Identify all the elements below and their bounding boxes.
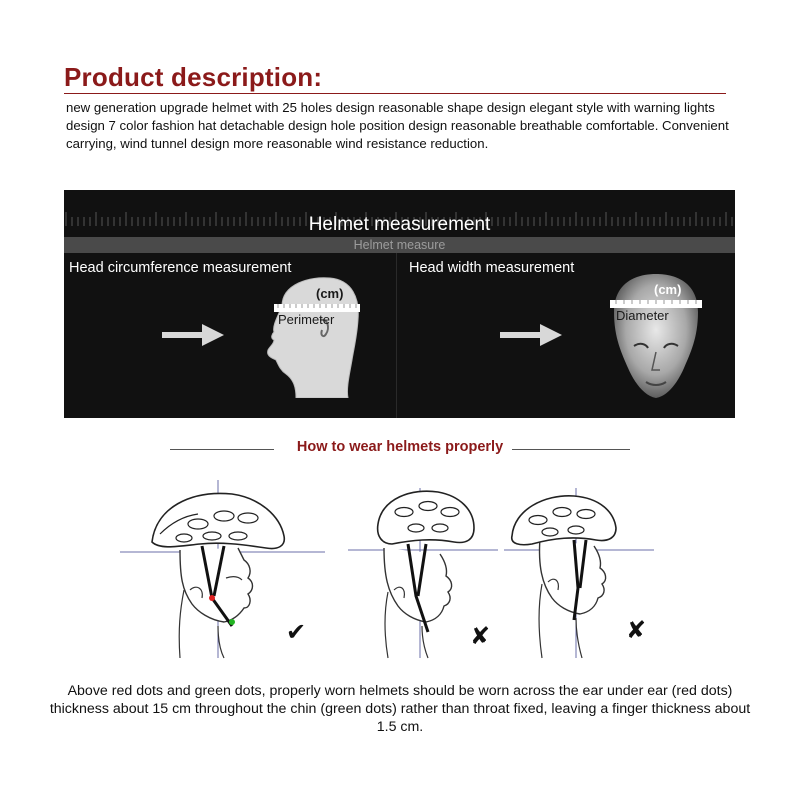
red-dot-icon [209,595,215,601]
diameter-label: Diameter [616,308,669,323]
wear-section-title: How to wear helmets properly [296,439,504,455]
measurement-title: Helmet measurement [308,214,491,235]
width-unit: (cm) [654,282,682,297]
circumference-label: Head circumference measurement [69,260,292,276]
green-dot-icon [229,619,235,625]
incorrect-cross-icon: ✘ [470,623,491,650]
incorrect-cross-icon: ✘ [626,617,647,644]
circumference-unit: (cm) [316,286,344,301]
arrow-right-icon [500,322,562,348]
product-description: new generation upgrade helmet with 25 holes design reasonable shape design elegant style with warning lights design 7 color fashion hat detachable design hole position design reasonable breathable comfortable. Convenient carrying, wind tunnel design more reasonable wind resistance reduction. [66,100,729,151]
wearing-instructions: Above red dots and green dots, properly worn helmets should be worn across the ear under ear (red dots) thickness about 15 cm throughout the chin (green dots) rather than throat fixed, leaving a finger thickness about 1.5 cm. [49,683,751,735]
correct-check-icon: ✔ [286,619,307,646]
arrow-right-icon [162,322,224,348]
panel-divider [396,253,397,418]
page-title: Product description: [64,62,323,92]
perimeter-label: Perimeter [278,312,335,327]
title-underline [64,93,726,94]
width-label: Head width measurement [409,260,575,276]
measurement-subtitle: Helmet measure [64,237,735,253]
measurement-panel [64,190,735,418]
